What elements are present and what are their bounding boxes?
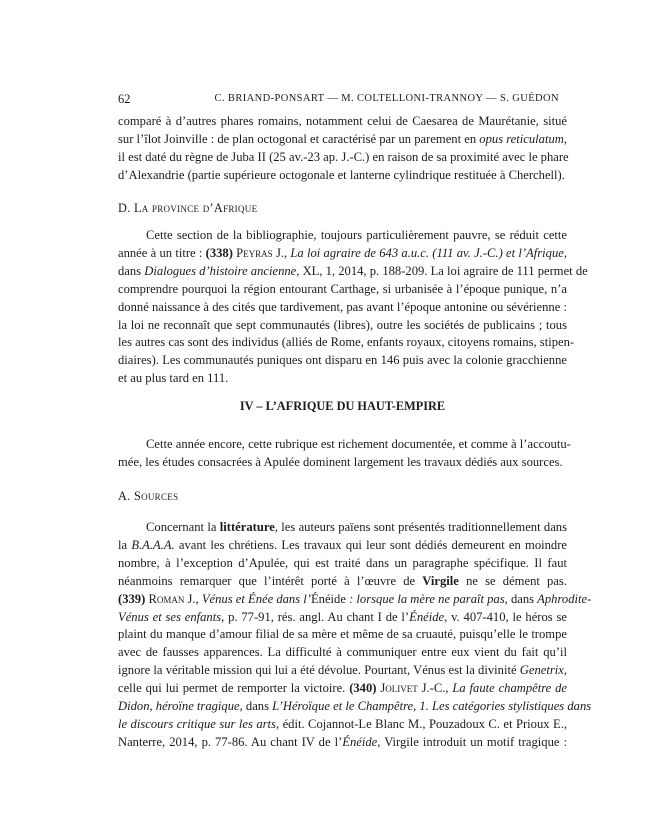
chapter-intro-paragraph	[118, 436, 571, 472]
bibliography-number: (338)	[205, 245, 233, 260]
author-name: Roman	[148, 591, 185, 606]
text-line: et au plus tard en 111.	[118, 371, 229, 386]
page-number: 62	[118, 92, 131, 106]
text-line: Vénus et ses enfants, p. 77-91, rés. angl. Au chant I de l’Énéide, v. 407-410, le héros se	[118, 609, 567, 624]
text-line: mée, les études consacrées à Apulée dominent largement les travaux dédiés aux sources.	[118, 454, 563, 469]
text-line: la loi ne reconnaît que sept communautés (libres), outre les sociétés de publicains ; tous	[118, 317, 567, 332]
text-line: nombre, à l’exception d’Apulée, qui est traité dans un paragraphe spécifique. Il faut	[118, 555, 567, 570]
text-line: sur l’îlot Joinville : de plan octogonal et caractérisé par un parement en opus reticulatum,	[118, 131, 567, 146]
work-title: La loi agraire de 643 a.u.c. (111 av. J.-C.) et l’Afrique	[290, 245, 564, 260]
section-letter: A.	[118, 489, 131, 503]
journal-title: Dialogues d’histoire ancienne	[144, 263, 297, 278]
text-line: celle qui lui permet de remporter la victoire. (340) Jolivet J.-C., La faute champêtre de	[118, 681, 567, 696]
chapter-heading: IV – L’AFRIQUE DU HAUT-EMPIRE	[239, 399, 446, 413]
text-line: dans Dialogues d’histoire ancienne, XL, 1, 2014, p. 188-209. La loi agraire de 111 permet de	[118, 263, 588, 278]
text-line: (339) Roman J., Vénus et Énée dans l’Énéide : lorsque la mère ne paraît pas, dans Aphrodite-	[118, 591, 592, 606]
text-line: Concernant la littérature, les auteurs païens sont présentés traditionnellement dans	[146, 520, 568, 534]
text-line: la B.A.A.A. avant les chrétiens. Les travaux qui leur sont dédiés demeurent en moindre	[118, 537, 567, 552]
text-line: néanmoins remarquer que l’intérêt porté à l’œuvre de Virgile ne se dément pas.	[118, 573, 567, 588]
keyword-bold: Virgile	[422, 573, 459, 588]
text-line: avec de fausses apparences. La difficulté à communiquer entre eux vient du fait qu’il	[118, 645, 567, 660]
text-line: il est daté du règne de Juba II (25 av.-23 ap. J.-C.) en raison de sa proximité avec le phare	[118, 149, 569, 164]
text-line: ignore la véritable mission qui lui a été dévolue. Pourtant, Vénus est la divinité Genetrix,	[118, 663, 567, 678]
text-line: Cette section de la bibliographie, toujours particulièrement pauvre, se réduit cette	[146, 228, 567, 242]
author-name: Peyras	[236, 245, 273, 260]
text-line: Cette année encore, cette rubrique est richement documentée, et comme à l’accoutu-	[146, 437, 571, 451]
section-heading-a	[118, 489, 178, 504]
section-title: La province d’Afrique	[133, 201, 258, 215]
author-name: Jolivet	[380, 681, 418, 696]
section-d-paragraph	[118, 227, 588, 388]
text-line: les autres cas sont des individus (alliés de Rome, enfants royaux, citoyens romains, stipen-	[118, 335, 575, 350]
section-a-paragraph	[118, 519, 592, 752]
text-line: d’Alexandrie (partie supérieure octogonale et lanterne cylindrique restituée à Cherchell).	[118, 167, 565, 182]
text-line: diaires). Les communautés puniques ont disparu en 146 puis avec la colonie gracchienne	[118, 353, 567, 368]
text-line: donné naissance à des cités que tardivement, pas avant l’époque antonine ou sévérienne :	[118, 299, 567, 314]
keyword-bold: littérature	[219, 520, 275, 534]
text-line: Nanterre, 2014, p. 77-86. Au chant IV de l’Énéide, Virgile introduit un motif tragique :	[118, 734, 567, 749]
text-line: comprendre pourquoi la région entourant Carthage, si urbanisée à l’époque punique, n’a	[118, 281, 567, 296]
text-line: plaint du manque d’amour filial de sa mère et même de sa cruauté, puisqu’elle le trompe	[118, 627, 567, 642]
text-line: année à un titre : (338) Peyras J., La loi agraire de 643 a.u.c. (111 av. J.-C.) et l’Afrique,	[118, 245, 567, 260]
text-line: le discours critique sur les arts, édit. Cojannot-Le Blanc M., Pouzadoux C. et Prioux E.,	[118, 716, 568, 731]
text-line: Didon, héroïne tragique, dans L’Héroïque et le Champêtre, 1. Les catégories stylistiques dans	[118, 699, 592, 714]
section-heading-d	[118, 201, 257, 216]
text-line: comparé à d’autres phares romains, notamment celui de Caesarea de Maurétanie, situé	[118, 114, 567, 128]
bibliography-number: (340)	[349, 681, 377, 696]
bibliography-number: (339)	[118, 591, 146, 606]
running-title: C. BRIAND-PONSART — M. COLTELLONI-TRANNOY — S. GUÉDON	[214, 93, 559, 104]
running-header	[118, 92, 567, 108]
continued-paragraph	[118, 113, 567, 185]
section-title: Sources	[133, 489, 179, 503]
section-letter: D.	[118, 201, 131, 215]
